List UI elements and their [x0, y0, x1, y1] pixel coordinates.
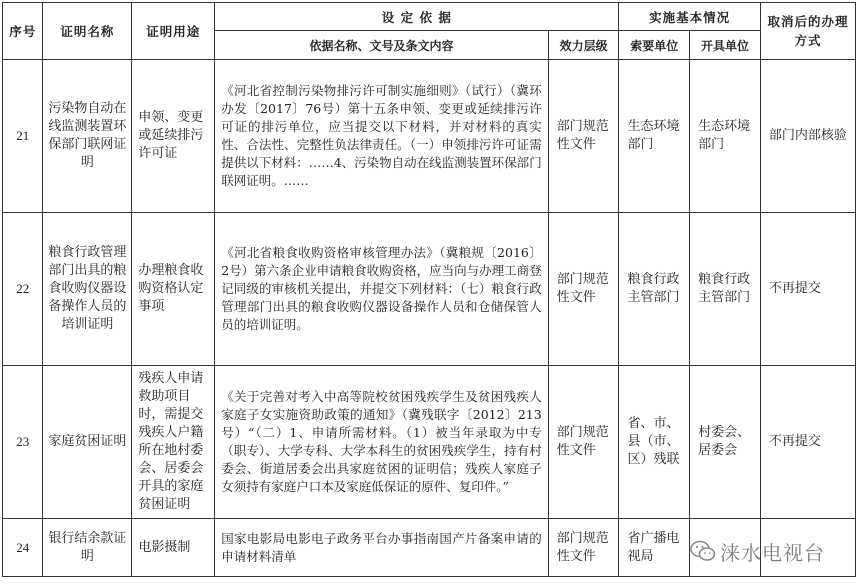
row-seq: 24	[3, 519, 43, 577]
header-effect-level: 效力层级	[548, 31, 619, 60]
row-cert-use: 办理粮食收购资格认定事项	[132, 213, 215, 366]
row-cancel-method: 不再提交	[760, 213, 855, 366]
row-cert-use: 电影摄制	[132, 519, 215, 577]
header-issue-unit: 开具单位	[690, 31, 761, 60]
header-cert-name: 证明名称	[43, 3, 132, 60]
table-row	[3, 213, 856, 366]
header-cert-use: 证明用途	[132, 3, 215, 60]
row-issue-unit: 生态环境部门	[690, 60, 761, 213]
row-seq: 22	[3, 213, 43, 366]
row-cert-use: 残疾人申请救助项目时，需提交残疾人户籍所在地村委会、居委会开具的家庭贫困证明	[132, 366, 215, 519]
row-effect-level: 部门规范性文件	[548, 213, 619, 366]
row-issue-unit: 粮食行政主管部门	[690, 213, 761, 366]
row-cert-name: 污染物自动在线监测装置环保部门联网证明	[43, 60, 132, 213]
table-row	[3, 60, 856, 213]
row-issue-unit: 村委会、居委会	[690, 366, 761, 519]
row-request-unit: 省、市、县（市、区）残联	[619, 366, 690, 519]
header-cancel-method: 取消后的办理方式	[760, 3, 855, 60]
row-seq: 21	[3, 60, 43, 213]
row-effect-level: 部门规范性文件	[548, 519, 619, 577]
row-cancel-method: 不再提交	[760, 366, 855, 519]
table-row	[3, 366, 856, 519]
row-cert-name: 粮食行政管理部门出具的粮食收购仪器设备操作人员的培训证明	[43, 213, 132, 366]
row-cert-use: 申领、变更或延续排污许可证	[132, 60, 215, 213]
row-cert-name: 家庭贫困证明	[43, 366, 132, 519]
header-basis-content: 依据名称、文号及条文内容	[215, 31, 549, 60]
row-seq: 23	[3, 366, 43, 519]
row-request-unit: 省广播电视局	[619, 519, 690, 577]
header-impl-group: 实施基本情况	[619, 3, 760, 31]
row-request-unit: 生态环境部门	[619, 60, 690, 213]
row-cert-name: 银行结余款证明	[43, 519, 132, 577]
row-request-unit: 粮食行政主管部门	[619, 213, 690, 366]
row-basis: 《河北省控制污染物排污许可制实施细则》（试行）（冀环办发〔2017〕76号）第十五条申领、变更或延续排污许可证的排污单位，应当提交以下材料，并对材料的真实性、合法性、完整性负法律责任。（一）申领排污许可证需提供以下材料：……4、污染物自动在线监测装置环保部门联网证明。……	[215, 60, 549, 213]
row-basis: 国家电影局电影电子政务平台办事指南国产片备案申请的申请材料清单	[215, 519, 549, 577]
row-effect-level: 部门规范性文件	[548, 366, 619, 519]
watermark	[690, 534, 825, 568]
row-basis: 《河北省粮食收购资格审核管理办法》（冀粮规〔2016〕2号）第六条企业申请粮食收购资格，应当向与办理工商登记同级的审核机关提出，并提交下列材料：（七）粮食行政管理部门出具的粮食收购仪器设备操作人员和仓储保管人员的培训证明。	[215, 213, 549, 366]
row-cancel-method: 部门内部核验	[760, 60, 855, 213]
watermark-text: 涞水电视台	[720, 540, 825, 565]
wechat-icon	[690, 540, 716, 562]
header-request-unit: 索要单位	[619, 31, 690, 60]
row-basis: 《关于完善对考入中高等院校贫困残疾学生及贫困残疾人家庭子女实施资助政策的通知》（冀残联字〔2012〕213号）“（二）1、申请所需材料。（1）被当年录取为中专（职专）、大学专科、大学本科生的贫困残疾学生，持有村委会、街道居委会出具家庭贫困的证明信；残疾人家庭子女须持有家庭户口本及家庭低保证的原件、复印件。”	[215, 366, 549, 519]
header-seq: 序号	[3, 3, 43, 60]
certificate-table	[2, 2, 856, 577]
row-effect-level: 部门规范性文件	[548, 60, 619, 213]
header-basis-group: 设 定 依 据	[215, 3, 619, 31]
